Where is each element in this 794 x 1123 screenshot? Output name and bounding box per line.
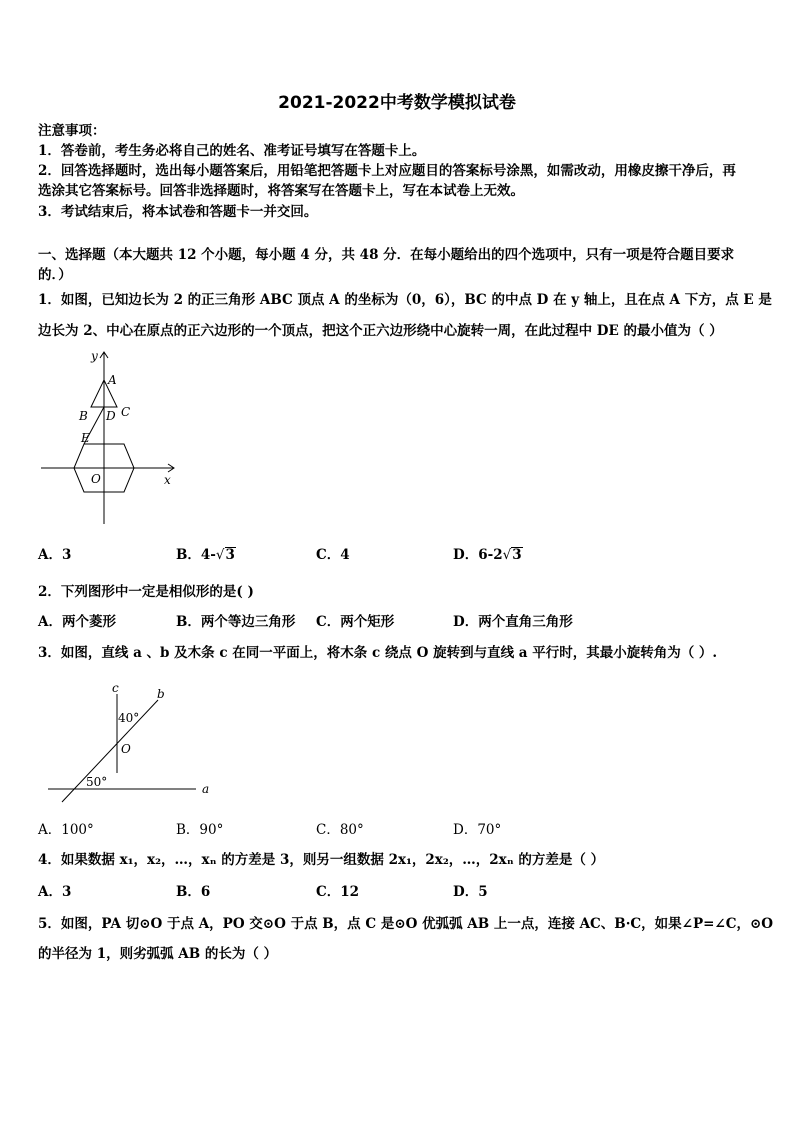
notice-item-1: 1．答卷前，考生务必将自己的姓名、准考证号填写在答题卡上。 [38, 143, 426, 159]
sqrt-symbol-icon: √ [215, 547, 225, 563]
q2-option-d[interactable]: D．两个直角三角形 [453, 614, 573, 630]
q1-label-c: C [121, 405, 131, 419]
q4-option-d[interactable]: D．5 [453, 884, 488, 900]
q1-option-b[interactable] [176, 545, 236, 565]
notice-item-2: 2．回答选择题时，选出每小题答案后，用铅笔把答题卡上对应题目的答案标号涂黑，如需改动，用橡皮擦干净后，再 [38, 163, 736, 179]
section1-heading: 一、选择题（本大题共 12 个小题，每小题 4 分，共 48 分．在每小题给出的四个选项中，只有一项是符合题目要求 [38, 247, 735, 263]
q4-option-c[interactable]: C．12 [316, 884, 360, 900]
notice-item-3: 3．考试结束后，将本试卷和答题卡一并交回。 [38, 204, 318, 220]
q1-stem-cont: 边长为 2、中心在原点的正六边形的一个顶点，把这个正六边形绕中心旋转一周，在此过程中 DE 的最小值为（ ） [38, 323, 723, 339]
q1-option-d[interactable] [453, 545, 523, 565]
q1-option-d-radicand: 3 [512, 547, 522, 563]
sqrt-symbol-icon: √ [502, 547, 512, 563]
q4-option-b[interactable]: B．6 [176, 884, 211, 900]
notice-heading: 注意事项： [38, 123, 106, 139]
q3-option-a[interactable]: A．100° [38, 822, 94, 838]
q1-figure [36, 348, 181, 528]
q3-figure [44, 680, 224, 805]
q1-option-c[interactable]: C．4 [316, 547, 350, 563]
q1-label-y: y [91, 349, 98, 363]
q3-option-d[interactable]: D．70° [453, 822, 502, 838]
notice-item-2-cont: 选涂其它答案标号。回答非选择题时，将答案写在答题卡上，写在本试卷上无效。 [38, 183, 524, 199]
q5-stem: 5．如图，PA 切⊙O 于点 A，PO 交⊙O 于点 B，点 C 是⊙O 优弧弧 AB 上一点，连接 AC、B·C，如果∠P=∠C，⊙O [38, 916, 774, 932]
q1-option-a[interactable]: A．3 [38, 547, 72, 563]
q5-stem-cont: 的半径为 1，则劣弧弧 AB 的长为（ ） [38, 946, 278, 962]
q3-option-c[interactable]: C．80° [316, 822, 364, 838]
q3-label-a: a [202, 782, 210, 796]
q1-label-d: D [106, 409, 116, 423]
q2-option-c[interactable]: C．两个矩形 [316, 614, 395, 630]
q3-option-b[interactable]: B．90° [176, 822, 224, 838]
q3-label-c: c [112, 681, 119, 695]
q1-label-a: A [108, 373, 117, 387]
q2-option-a[interactable]: A．两个菱形 [38, 614, 116, 630]
q1-label-e: E [81, 431, 90, 445]
q1-label-b: B [79, 409, 88, 423]
section1-heading-cont: 的．） [38, 267, 72, 283]
q1-stem: 1．如图，已知边长为 2 的正三角形 ABC 顶点 A 的坐标为（0，6），BC 的中点 D 在 y 轴上，且在点 A 下方，点 E 是 [38, 292, 772, 308]
q3-label-b: b [157, 687, 165, 701]
q1-option-d-prefix: D．6-2 [453, 547, 503, 563]
q1-label-x: x [164, 473, 171, 487]
q1-option-b-radicand: 3 [225, 547, 235, 563]
q2-option-b[interactable]: B．两个等边三角形 [176, 614, 296, 630]
q4-stem: 4．如果数据 x₁，x₂，…，xₙ 的方差是 3，则另一组数据 2x₁，2x₂，…，2xₙ 的方差是（ ） [38, 852, 605, 868]
q3-label-angle-40: 40° [118, 711, 140, 725]
q2-stem: 2．下列图形中一定是相似形的是( ) [38, 584, 254, 600]
q1-label-o: O [91, 472, 101, 486]
q3-label-angle-50: 50° [86, 775, 108, 789]
page-title: 2021-2022中考数学模拟试卷 [278, 93, 516, 113]
q3-stem: 3．如图，直线 a 、b 及木条 c 在同一平面上，将木条 c 绕点 O 旋转到与直线 a 平行时，其最小旋转角为（ ）. [38, 645, 718, 661]
q1-option-b-prefix: B．4- [176, 547, 216, 563]
q3-label-o: O [121, 742, 131, 756]
q4-option-a[interactable]: A．3 [38, 884, 72, 900]
